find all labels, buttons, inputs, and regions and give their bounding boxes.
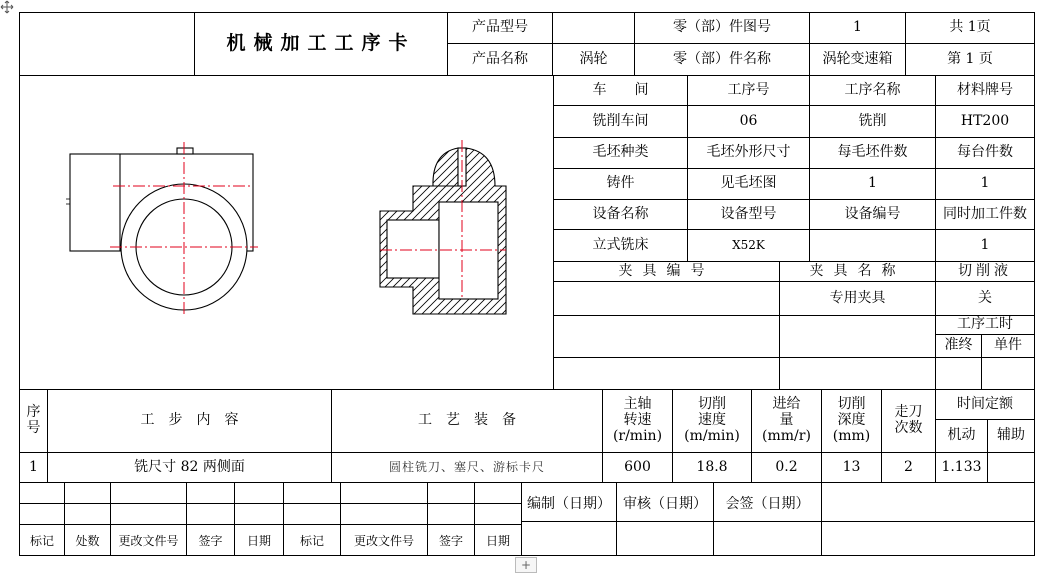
parts-per-machine-label: 每台件数 xyxy=(957,144,1013,161)
date-label-1: 日期 xyxy=(246,533,271,548)
blank-size: 见毛坯图 xyxy=(720,175,777,192)
simul-parts-label: 同时加工件数 xyxy=(943,205,1027,222)
step-content: 铣尺寸 82 两侧面 xyxy=(134,458,245,475)
parts-per-machine: 1 xyxy=(980,175,990,192)
parts-per-blank: 1 xyxy=(868,175,877,192)
review-label: 审核（日期） xyxy=(623,495,707,512)
count-label: 处数 xyxy=(75,533,100,548)
aux-time xyxy=(988,453,1034,482)
step-content-header: 工 步 内 容 xyxy=(140,412,239,429)
machine-time: 1.133 xyxy=(941,458,982,475)
parts-per-blank-label: 每毛坯件数 xyxy=(837,144,908,161)
passes-header: 走刀 次数 xyxy=(894,404,923,436)
section-view xyxy=(380,148,506,314)
workshop-label: 车 间 xyxy=(592,81,649,98)
material-label: 材料牌号 xyxy=(957,81,1013,98)
passes: 2 xyxy=(904,458,913,475)
coolant: 关 xyxy=(978,289,992,306)
date-label-2: 日期 xyxy=(485,533,510,548)
product-model-label: 产品型号 xyxy=(472,19,528,36)
coolant-label: 切削液 xyxy=(958,262,1012,279)
process-time-label: 工序工时 xyxy=(957,316,1013,333)
change-doc-label-1: 更改文件号 xyxy=(118,533,179,548)
workshop: 铣削车间 xyxy=(592,112,649,129)
equip-no-label: 设备编号 xyxy=(844,205,901,222)
process-name: 铣削 xyxy=(858,112,887,129)
simul-parts: 1 xyxy=(980,236,990,253)
equip-name-label: 设备名称 xyxy=(592,205,649,222)
blank-type: 铸件 xyxy=(606,175,635,192)
mark-label-2: 标记 xyxy=(299,533,324,548)
plus-icon[interactable]: + xyxy=(515,557,537,573)
feed-header: 进给 量 (mm/r) xyxy=(762,396,811,444)
product-name-label: 产品名称 xyxy=(472,50,528,67)
fixture-name-label: 夹具名称 xyxy=(809,262,906,279)
countersign-label: 会签（日期） xyxy=(725,495,810,512)
equip-model: X52K xyxy=(732,237,765,252)
aux-time-header: 辅助 xyxy=(997,427,1025,444)
blank-type-label: 毛坯种类 xyxy=(592,144,649,161)
fixture-no-label: 夹具编号 xyxy=(618,262,715,279)
process-name-label: 工序名称 xyxy=(844,81,901,98)
sign-label-2: 签字 xyxy=(438,533,463,548)
part-drawing-no: 1 xyxy=(853,19,862,36)
machine-time-header: 机动 xyxy=(947,427,976,444)
cutting-speed-header: 切削 速度 (m/min) xyxy=(684,396,740,444)
total-pages: 共 1页 xyxy=(949,19,991,36)
cutting-speed: 18.8 xyxy=(696,458,728,475)
product-name: 涡轮 xyxy=(579,50,608,67)
setup-time-label: 准终 xyxy=(944,337,973,354)
page-title: 机械加工工序卡 xyxy=(226,32,416,55)
process-no-label: 工序号 xyxy=(727,81,770,98)
spindle-speed-header: 主轴 转速 (r/min) xyxy=(612,396,663,444)
depth-header: 切削 深度 (mm) xyxy=(832,396,871,444)
unit-time-label: 单件 xyxy=(994,337,1022,354)
move-handle-icon[interactable] xyxy=(0,0,16,14)
feed: 0.2 xyxy=(775,458,798,475)
time-quota-header: 时间定额 xyxy=(957,395,1013,412)
step-equipment: 圆柱铣刀、塞尺、游标卡尺 xyxy=(388,459,545,474)
depth: 13 xyxy=(842,458,861,475)
equip-model-label: 设备型号 xyxy=(720,205,777,222)
equip-no xyxy=(810,230,935,261)
equip-name: 立式铣床 xyxy=(592,236,649,253)
compile-label: 编制（日期） xyxy=(527,495,611,512)
step-equipment-header: 工 艺 装 备 xyxy=(418,412,516,429)
page-number: 第 1 页 xyxy=(947,50,993,67)
blank-size-label: 毛坯外形尺寸 xyxy=(706,144,791,161)
front-view xyxy=(66,148,253,310)
mark-label-1: 标记 xyxy=(29,533,54,548)
change-doc-label-2: 更改文件号 xyxy=(353,533,414,548)
part-drawing-no-label: 零（部）件图号 xyxy=(673,19,771,36)
fixture-name: 专用夹具 xyxy=(829,289,886,306)
part-name-label: 零（部）件名称 xyxy=(673,50,771,67)
process-no: 06 xyxy=(739,112,758,129)
spindle-speed: 600 xyxy=(624,458,651,475)
step-no-header: 序 号 xyxy=(26,404,41,436)
sign-label-1: 签字 xyxy=(198,533,223,548)
part-name: 涡轮变速箱 xyxy=(822,50,893,67)
material: HT200 xyxy=(960,112,1010,129)
step-no: 1 xyxy=(29,458,38,475)
